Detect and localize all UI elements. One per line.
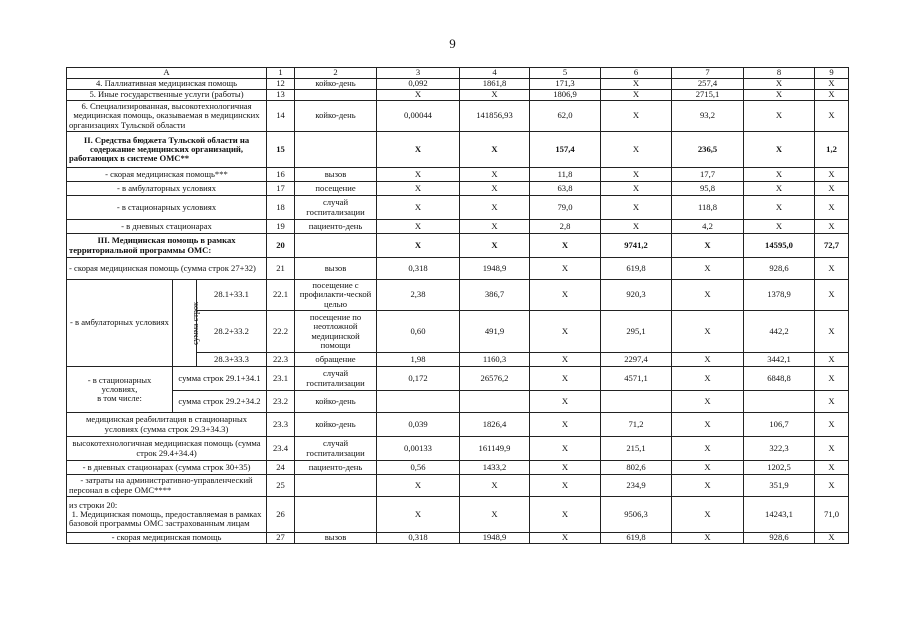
cell-col-5: 2,8 (530, 220, 601, 234)
row-number: 14 (267, 101, 295, 132)
row-unit: вызов (295, 258, 377, 280)
row-label: - скорая медицинская помощь (сумма строк 27+32) (67, 258, 267, 280)
cell-col-5: X (530, 475, 601, 497)
cell-col-4: 1861,8 (460, 79, 530, 90)
row-number: 25 (267, 475, 295, 497)
page-number: 9 (449, 36, 456, 51)
cell-col-9: X (815, 168, 849, 182)
cell-col-3: 1,98 (377, 353, 460, 367)
cell-col-7: X (672, 461, 744, 475)
cell-col-4: X (460, 90, 530, 101)
cell-col-3: X (377, 132, 460, 168)
cell-col-8: 928,6 (744, 533, 815, 544)
cell-col-9: X (815, 391, 849, 413)
cell-col-8: 14595,0 (744, 234, 815, 258)
cell-col-6: 71,2 (601, 413, 672, 437)
row-label: медицинская реабилитация в стационарных условиях (сумма строк 29.3+34.3) (67, 413, 267, 437)
row-number: 21 (267, 258, 295, 280)
cell-col-3: X (377, 168, 460, 182)
cell-col-8: X (744, 220, 815, 234)
cell-col-7: X (672, 475, 744, 497)
row-number: 18 (267, 196, 295, 220)
row-unit: посещение с профилакти-ческой целью (295, 280, 377, 311)
table-row (67, 182, 849, 196)
row-label: - в дневных стационарах (67, 220, 267, 234)
cell-col-7: 95,8 (672, 182, 744, 196)
cell-col-9: X (815, 79, 849, 90)
cell-col-5: X (530, 280, 601, 311)
cell-col-9: 72,7 (815, 234, 849, 258)
cell-col-5: X (530, 461, 601, 475)
cell-col-5: 157,4 (530, 132, 601, 168)
cell-col-7: 4,2 (672, 220, 744, 234)
cell-col-5: 63,8 (530, 182, 601, 196)
cell-col-9: X (815, 413, 849, 437)
row-number: 24 (267, 461, 295, 475)
cell-col-9: X (815, 475, 849, 497)
cell-col-4: X (460, 182, 530, 196)
cell-col-4: 386,7 (460, 280, 530, 311)
cell-col-4 (460, 391, 530, 413)
cell-col-3: X (377, 90, 460, 101)
row-sub-label: 28.1+33.1 (197, 280, 267, 311)
table-row (67, 196, 849, 220)
table-row (67, 220, 849, 234)
row-label: II. Средства бюджета Тульской области на содержание медицинских организаций, работающих в системе ОМС** (67, 132, 267, 168)
row-unit: койко-день (295, 413, 377, 437)
row-unit: случай госпитализации (295, 367, 377, 391)
row-sub-label: сумма строк 29.2+34.2 (173, 391, 267, 413)
row-label: III. Медицинская помощь в рамках территориальной программы ОМС: (67, 234, 267, 258)
financing-table (66, 67, 849, 544)
cell-col-4: 491,9 (460, 311, 530, 353)
cell-col-9: X (815, 437, 849, 461)
cell-col-8 (744, 391, 815, 413)
cell-col-7: 236,5 (672, 132, 744, 168)
cell-col-4: 26576,2 (460, 367, 530, 391)
cell-col-9: X (815, 220, 849, 234)
cell-col-4: X (460, 475, 530, 497)
cell-col-4: X (460, 220, 530, 234)
cell-col-7: X (672, 258, 744, 280)
cell-col-6: 920,3 (601, 280, 672, 311)
group-label-line: в том числе: (97, 393, 142, 404)
cell-col-7: X (672, 497, 744, 533)
row-unit: вызов (295, 533, 377, 544)
row-unit: случай госпитализации (295, 437, 377, 461)
row-number: 26 (267, 497, 295, 533)
cell-col-9: X (815, 367, 849, 391)
cell-col-8: 6848,8 (744, 367, 815, 391)
vertical-text: сумма строк (191, 302, 201, 345)
header-col-2: 2 (295, 68, 377, 79)
header-col-8: 8 (744, 68, 815, 79)
row-sub-label: сумма строк 29.1+34.1 (173, 367, 267, 391)
cell-col-3: X (377, 234, 460, 258)
cell-col-4: 1948,9 (460, 258, 530, 280)
cell-col-6: X (601, 168, 672, 182)
row-number: 15 (267, 132, 295, 168)
cell-col-3: 0,092 (377, 79, 460, 90)
cell-col-5: X (530, 413, 601, 437)
cell-col-9: X (815, 353, 849, 367)
cell-col-6: 215,1 (601, 437, 672, 461)
cell-col-6 (601, 391, 672, 413)
row-unit: койко-день (295, 101, 377, 132)
cell-col-4: 141856,93 (460, 101, 530, 132)
cell-col-5: X (530, 437, 601, 461)
row-unit (295, 475, 377, 497)
cell-col-6: 9741,2 (601, 234, 672, 258)
cell-col-8: X (744, 168, 815, 182)
cell-col-6: 802,6 (601, 461, 672, 475)
cell-col-7: 257,4 (672, 79, 744, 90)
row-label (67, 497, 267, 533)
cell-col-6: 4571,1 (601, 367, 672, 391)
cell-col-5: 171,3 (530, 79, 601, 90)
cell-col-5: X (530, 234, 601, 258)
cell-col-6: X (601, 101, 672, 132)
cell-col-5: X (530, 391, 601, 413)
table-row (67, 234, 849, 258)
cell-col-3: X (377, 220, 460, 234)
row-number: 23.1 (267, 367, 295, 391)
cell-col-5: 1806,9 (530, 90, 601, 101)
cell-col-3: X (377, 182, 460, 196)
row-number: 23.2 (267, 391, 295, 413)
row-unit (295, 234, 377, 258)
table-row (67, 132, 849, 168)
cell-col-3: 2,38 (377, 280, 460, 311)
cell-col-8: 928,6 (744, 258, 815, 280)
cell-col-3: 0,318 (377, 258, 460, 280)
cell-col-7: X (672, 437, 744, 461)
group-label-inpatient (67, 367, 173, 413)
cell-col-3 (377, 391, 460, 413)
cell-col-9: X (815, 280, 849, 311)
row-label: - в амбулаторных условиях (67, 182, 267, 196)
cell-col-9: X (815, 461, 849, 475)
cell-col-3: 0,318 (377, 533, 460, 544)
cell-col-9: X (815, 90, 849, 101)
cell-col-9: X (815, 311, 849, 353)
cell-col-8: 322,3 (744, 437, 815, 461)
cell-col-6: X (601, 196, 672, 220)
row-label-line: 1. Медицинская помощь, предоставляемая в рамках базовой программы ОМС застрахованным лицам (69, 508, 262, 529)
row-unit (295, 90, 377, 101)
cell-col-8: 351,9 (744, 475, 815, 497)
row-number: 22.3 (267, 353, 295, 367)
row-unit (295, 132, 377, 168)
row-unit: случай госпитализации (295, 196, 377, 220)
cell-col-4: X (460, 168, 530, 182)
row-unit: посещение (295, 182, 377, 196)
cell-col-3: X (377, 196, 460, 220)
row-unit: койко-день (295, 79, 377, 90)
row-label: - затраты на административно-управленческий персонал в сфере ОМС**** (67, 475, 267, 497)
cell-col-4: 1948,9 (460, 533, 530, 544)
row-number: 22.1 (267, 280, 295, 311)
group-label-line: - в стационарных условиях, (87, 374, 152, 394)
cell-col-9: X (815, 533, 849, 544)
cell-col-4: X (460, 132, 530, 168)
cell-col-3: 0,00044 (377, 101, 460, 132)
cell-col-5: X (530, 353, 601, 367)
table-row (67, 280, 849, 311)
cell-col-7: X (672, 353, 744, 367)
cell-col-8: 1378,9 (744, 280, 815, 311)
table-row (67, 79, 849, 90)
row-number: 27 (267, 533, 295, 544)
cell-col-8: X (744, 196, 815, 220)
row-unit (295, 497, 377, 533)
row-number: 13 (267, 90, 295, 101)
cell-col-3: X (377, 475, 460, 497)
cell-col-4: X (460, 497, 530, 533)
cell-col-5: X (530, 258, 601, 280)
cell-col-4: 1826,4 (460, 413, 530, 437)
cell-col-9: X (815, 182, 849, 196)
group-vertical-label (173, 280, 201, 367)
cell-col-6: X (601, 132, 672, 168)
cell-col-8: X (744, 101, 815, 132)
row-number: 22.2 (267, 311, 295, 353)
cell-col-4: X (460, 196, 530, 220)
header-col-7: 7 (672, 68, 744, 79)
cell-col-6: 9506,3 (601, 497, 672, 533)
table-row (67, 258, 849, 280)
cell-col-5: 62,0 (530, 101, 601, 132)
header-col-5: 5 (530, 68, 601, 79)
row-label: - в стационарных условиях (67, 196, 267, 220)
cell-col-6: X (601, 220, 672, 234)
cell-col-7: X (672, 311, 744, 353)
table-row (67, 101, 849, 132)
row-label: - в дневных стационарах (сумма строк 30+35) (67, 461, 267, 475)
cell-col-5: X (530, 367, 601, 391)
row-number: 19 (267, 220, 295, 234)
cell-col-3: 0,56 (377, 461, 460, 475)
header-col-6: 6 (601, 68, 672, 79)
cell-col-8: X (744, 79, 815, 90)
row-label: - скорая медицинская помощь*** (67, 168, 267, 182)
cell-col-4: 161149,9 (460, 437, 530, 461)
row-label: 4. Паллиативная медицинская помощь (67, 79, 267, 90)
row-number: 20 (267, 234, 295, 258)
row-label: 6. Специализированная, высокотехнологичная медицинская помощь, оказываемая в медицинских организациях Тульской области (67, 101, 267, 132)
cell-col-6: X (601, 90, 672, 101)
cell-col-7: 93,2 (672, 101, 744, 132)
header-col-1: 1 (267, 68, 295, 79)
cell-col-4: X (460, 234, 530, 258)
cell-col-3: 0,172 (377, 367, 460, 391)
cell-col-3: 0,00133 (377, 437, 460, 461)
cell-col-8: 3442,1 (744, 353, 815, 367)
row-sub-label: 28.3+33.3 (197, 353, 267, 367)
cell-col-8: X (744, 182, 815, 196)
row-number: 17 (267, 182, 295, 196)
cell-col-7: X (672, 413, 744, 437)
table-row (67, 461, 849, 475)
cell-col-6: 619,8 (601, 533, 672, 544)
table-row (67, 437, 849, 461)
table-row (67, 475, 849, 497)
cell-col-7: 17,7 (672, 168, 744, 182)
cell-col-5: 11,8 (530, 168, 601, 182)
header-col-3: 3 (377, 68, 460, 79)
table-row (67, 90, 849, 101)
header-col-a: А (67, 68, 267, 79)
cell-col-7: X (672, 280, 744, 311)
cell-col-5: 79,0 (530, 196, 601, 220)
row-label: высокотехнологичная медицинская помощь (сумма строк 29.4+34.4) (67, 437, 267, 461)
cell-col-7: X (672, 367, 744, 391)
cell-col-9: X (815, 196, 849, 220)
cell-col-7: X (672, 533, 744, 544)
cell-col-9: X (815, 101, 849, 132)
table-row (67, 367, 849, 391)
cell-col-9: 1,2 (815, 132, 849, 168)
cell-col-8: 14243,1 (744, 497, 815, 533)
cell-col-9: X (815, 258, 849, 280)
cell-col-8: X (744, 90, 815, 101)
cell-col-7: X (672, 391, 744, 413)
cell-col-6: 619,8 (601, 258, 672, 280)
table-row (67, 391, 849, 413)
row-unit: койко-день (295, 391, 377, 413)
cell-col-3: X (377, 497, 460, 533)
row-unit: пациенто-день (295, 461, 377, 475)
cell-col-5: X (530, 533, 601, 544)
cell-col-8: 442,2 (744, 311, 815, 353)
cell-col-6: 295,1 (601, 311, 672, 353)
cell-col-8: 106,7 (744, 413, 815, 437)
table-row (67, 413, 849, 437)
row-number: 16 (267, 168, 295, 182)
table-row (67, 497, 849, 533)
group-label-ambulatory: - в амбулаторных условиях (67, 280, 173, 367)
row-label: - скорая медицинская помощь (67, 533, 267, 544)
header-col-9: 9 (815, 68, 849, 79)
cell-col-6: X (601, 79, 672, 90)
cell-col-7: 2715,1 (672, 90, 744, 101)
row-number: 23.3 (267, 413, 295, 437)
cell-col-4: 1160,3 (460, 353, 530, 367)
row-unit: посещение по неотложной медицинской помощи (295, 311, 377, 353)
row-label-line: из строки 20: (69, 499, 118, 510)
cell-col-6: 2297,4 (601, 353, 672, 367)
row-label: 5. Иные государственные услуги (работы) (67, 90, 267, 101)
row-sub-label: 28.2+33.2 (197, 311, 267, 353)
row-unit: обращение (295, 353, 377, 367)
cell-col-6: 234,9 (601, 475, 672, 497)
cell-col-7: X (672, 234, 744, 258)
cell-col-9: 71,0 (815, 497, 849, 533)
table-row (67, 168, 849, 182)
cell-col-7: 118,8 (672, 196, 744, 220)
header-col-4: 4 (460, 68, 530, 79)
cell-col-8: 1202,5 (744, 461, 815, 475)
row-number: 23.4 (267, 437, 295, 461)
cell-col-5: X (530, 497, 601, 533)
table-header-row (67, 68, 849, 79)
cell-col-6: X (601, 182, 672, 196)
cell-col-4: 1433,2 (460, 461, 530, 475)
row-unit: вызов (295, 168, 377, 182)
cell-col-3: 0,60 (377, 311, 460, 353)
cell-col-8: X (744, 132, 815, 168)
row-unit: пациенто-день (295, 220, 377, 234)
row-number: 12 (267, 79, 295, 90)
cell-col-5: X (530, 311, 601, 353)
table-row (67, 533, 849, 544)
cell-col-3: 0,039 (377, 413, 460, 437)
